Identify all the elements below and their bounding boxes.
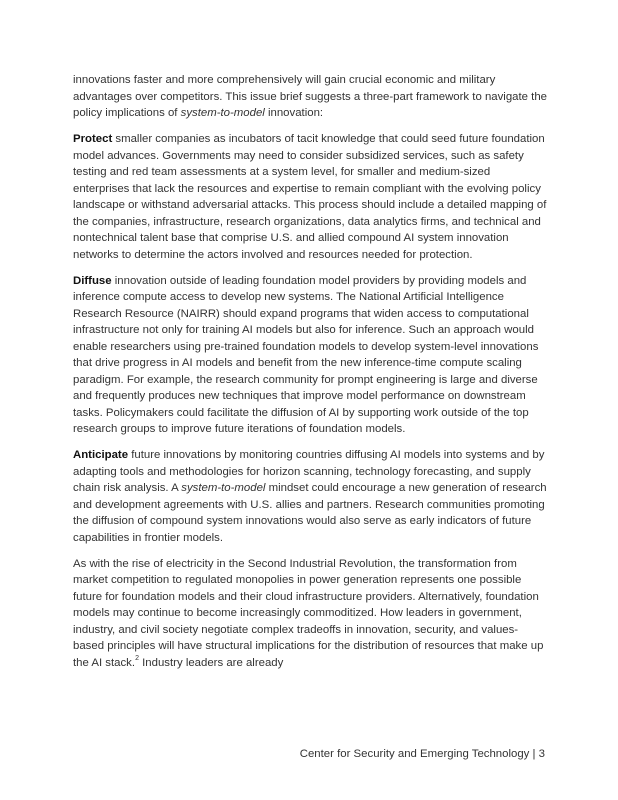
- electricity-text-2: Industry leaders are already: [138, 656, 284, 669]
- anticipate-text-1: future innovations by monitoring countries diffusing AI models into systems and by adapting tools and methodologies for horizon scanning, technology forecasting, and supply chain risk analysis. A: [73, 449, 545, 494]
- page-footer: Center for Security and Emerging Technology | 3: [299, 748, 545, 760]
- protect-paragraph: [73, 131, 549, 263]
- electricity-paragraph: [73, 556, 549, 672]
- electricity-text-1: As with the rise of electricity in the Second Industrial Revolution, the transformation from market competition to regulated monopolies in power generation represents one possible future for foundation models and their cloud infrastructure providers. Alternatively, foundation models may continue to become increasingly commoditized. How leaders in government, industry, and civil society negotiate complex tradeoffs in innovation, security, and values-based principles will have structural implications for the distribution of resources that make up the AI stack.: [73, 557, 544, 669]
- body-text: [73, 72, 549, 681]
- intro-text-2: innovation:: [264, 107, 324, 119]
- intro-emphasis: system-to-model: [180, 107, 265, 119]
- anticipate-paragraph: [73, 447, 549, 546]
- diffuse-lead: Diffuse: [73, 274, 112, 287]
- anticipate-emphasis: system-to-model: [181, 482, 266, 494]
- intro-text-1: innovations faster and more comprehensively will gain crucial economic and military advantages over competitors. This issue brief suggests a three-part framework to navigate the policy implications of: [73, 74, 548, 119]
- protect-text: smaller companies as incubators of tacit knowledge that could seed future foundation model advances. Governments may need to consider subsidized services, such as safety testing and red team assessments at a system level, for smaller and medium-sized enterprises that lack the resources and expertise to remain compliant with the evolving policy landscape or withstand adversarial attacks. This process should include a detailed mapping of the companies, infrastructure, research organizations, data analytics firms, and technical and nontechnical talent base that comprise U.S. and allied compound AI system innovation networks to determine the actors involved and resources needed for protection.: [73, 133, 547, 261]
- anticipate-lead: Anticipate: [73, 449, 129, 461]
- protect-lead: Protect: [73, 133, 113, 145]
- footnote-marker[interactable]: 2: [135, 654, 139, 662]
- intro-paragraph: [73, 72, 549, 122]
- diffuse-text: innovation outside of leading foundation model providers by providing models and inference compute access to develop new systems. The National Artificial Intelligence Research Resource (NAIRR) should expand programs that widen access to computational infrastructure not only for training AI models but also for inference. Such an approach would enable researchers using pre-trained foundation models to develop system-level innovations that drive progress in AI models and benefit from the new inference-time compute scaling paradigm. For example, the research community for prompt engineering is large and diverse and frequently produces new techniques that improve model performance on downstream tasks. Policymakers could facilitate the diffusion of AI by supporting work outside of the top research groups to improve future iterations of foundation models.: [73, 274, 539, 435]
- anticipate-text-2: mindset could encourage a new generation of research and development agreements with U.S. allies and partners. Research communities promoting the diffusion of compound system innovations would also serve as early indicators of future capabilities in frontier models.: [73, 482, 547, 544]
- diffuse-paragraph: [73, 273, 549, 438]
